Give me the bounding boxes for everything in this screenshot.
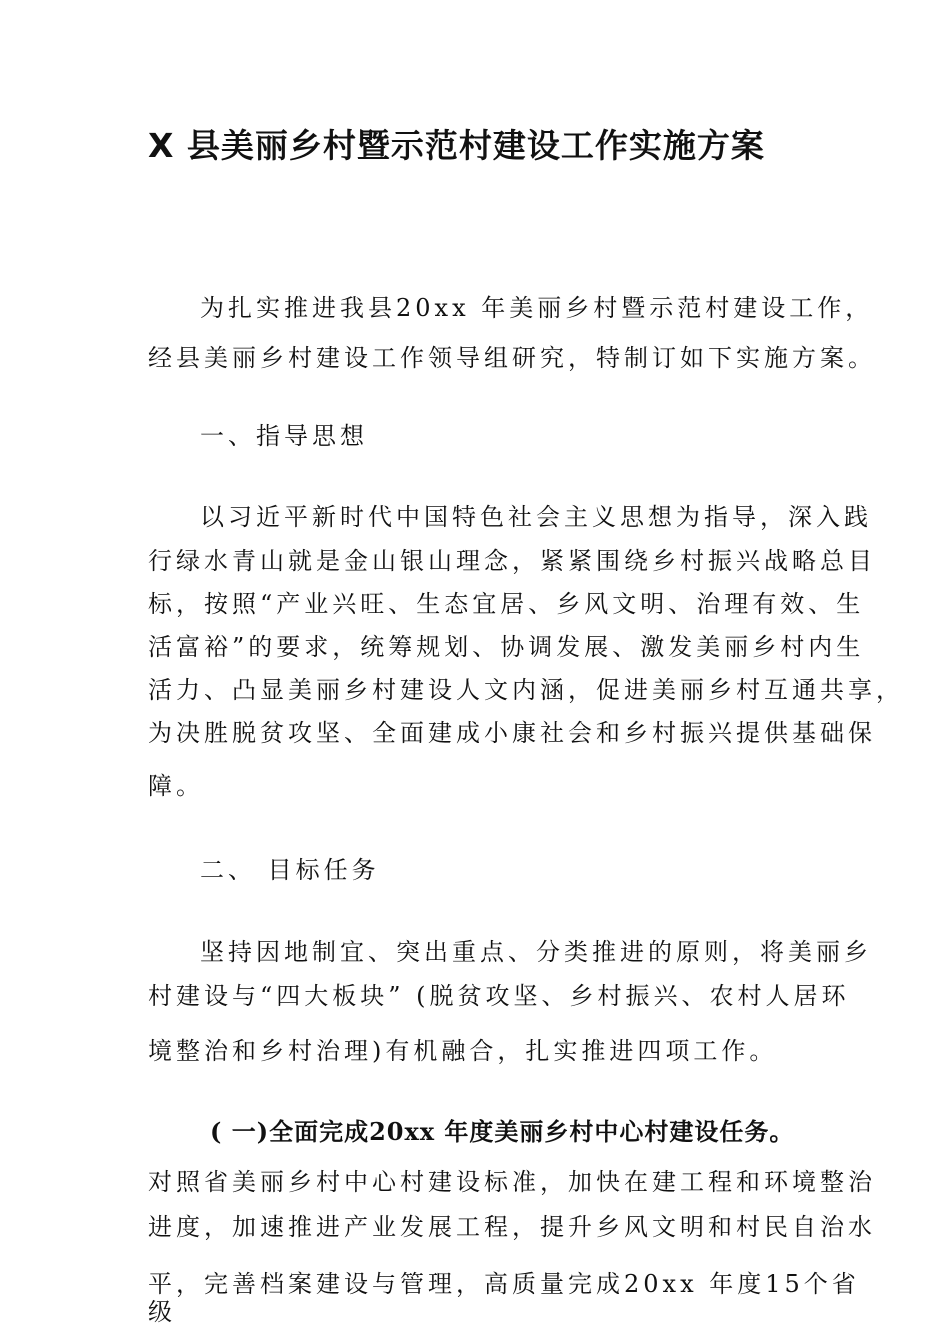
section1-line-1: 以习近平新时代中国特色社会主义思想为指导，深入践 — [200, 503, 872, 531]
section2-line-3: 境整治和乡村治理)有机融合，扎实推进四项工作。 — [148, 1037, 778, 1065]
section1-line-5: 活力、凸显美丽乡村建设人文内涵，促进美丽乡村互通共享， — [148, 676, 904, 704]
subsection1-line-1: 对照省美丽乡村中心村建设标准，加快在建工程和环境整治 — [148, 1168, 876, 1196]
section2-heading: 二、 目标任务 — [200, 856, 380, 884]
section1-heading: 一、指导思想 — [200, 422, 368, 450]
section1-line-2: 行绿水青山就是金山银山理念，紧紧围绕乡村振兴战略总目 — [148, 547, 876, 575]
section2-line-1: 坚持因地制宜、突出重点、分类推进的原则，将美丽乡 — [200, 938, 872, 966]
section1-line-3: 标，按照“产业兴旺、生态宜居、乡风文明、治理有效、生 — [148, 590, 865, 618]
section1-line-6: 为决胜脱贫攻坚、全面建成小康社会和乡村振兴提供基础保 — [148, 719, 876, 747]
section1-line-7: 障。 — [148, 772, 204, 800]
intro-line-2: 经县美丽乡村建设工作领导组研究，特制订如下实施方案。 — [148, 344, 876, 372]
subsection1-heading: ( 一)全面完成20xx 年度美丽乡村中心村建设任务。 — [210, 1117, 795, 1146]
intro-line-1: 为扎实推进我县20xx 年美丽乡村暨示范村建设工作， — [200, 294, 874, 322]
subsection1-line-4: 级 — [148, 1298, 176, 1326]
document-title: X 县美丽乡村暨示范村建设工作实施方案 — [148, 126, 765, 165]
subsection1-line-3: 平，完善档案建设与管理，高质量完成20xx 年度15个省 — [148, 1270, 860, 1298]
section2-line-2: 村建设与“四大板块” (脱贫攻坚、乡村振兴、农村人居环 — [148, 982, 850, 1010]
subsection1-line-2: 进度，加速推进产业发展工程，提升乡风文明和村民自治水 — [148, 1213, 876, 1241]
section1-line-4: 活富裕”的要求，统筹规划、协调发展、激发美丽乡村内生 — [148, 633, 865, 661]
